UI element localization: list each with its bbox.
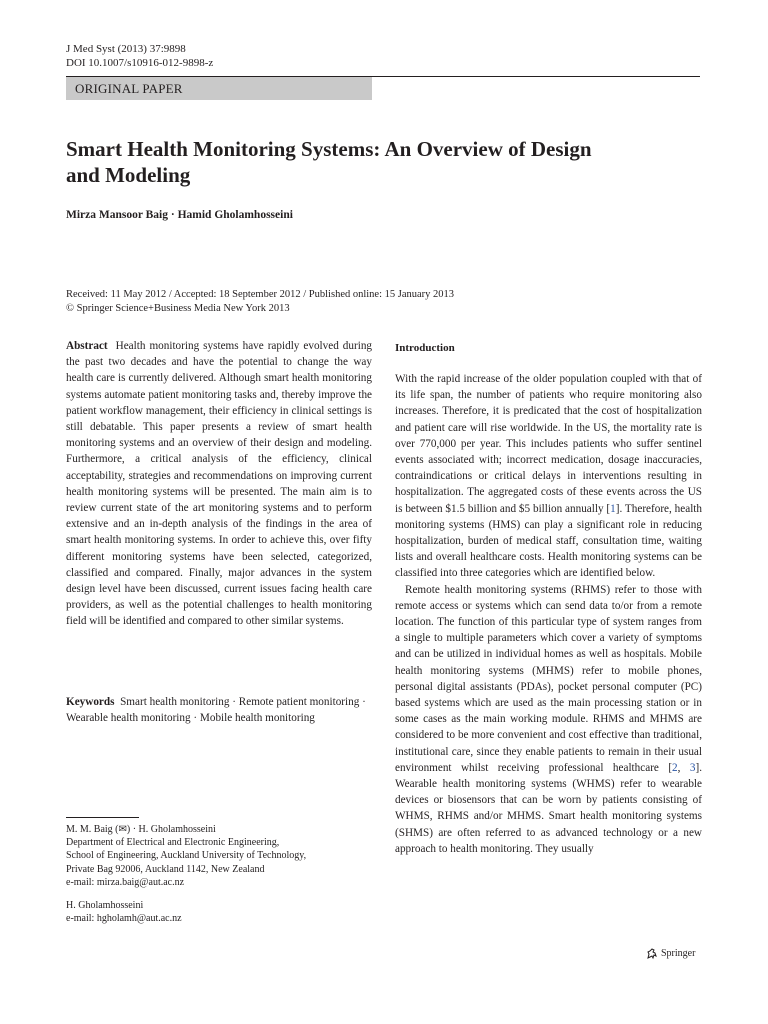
- affil-author-2: H. Gholamhosseini: [66, 900, 144, 912]
- intro-p1-text-b: ]. Therefore, health monitoring systems (HMS) can play a significant role in reducing hospitalization, burden of medical staff, consultation time, waiting lists and overall healthcare costs. Health monitoring systems can be classified into three categories which are identified below.: [395, 502, 702, 580]
- publisher-logo: [646, 947, 695, 961]
- received-line: Received: 11 May 2012 / Accepted: 18 September 2012 / Published online: 15 January 2013: [66, 289, 455, 300]
- doi-line[interactable]: DOI 10.1007/s10916-012-9898-z: [66, 57, 214, 69]
- springer-horse-icon: [646, 948, 658, 960]
- affil-department: Department of Electrical and Electronic Engineering,: [66, 837, 280, 849]
- abstract: [66, 338, 372, 630]
- citation-separator: ,: [677, 761, 690, 774]
- journal-line: J Med Syst (2013) 37:9898: [66, 43, 186, 55]
- affiliation-rule: [66, 817, 139, 818]
- affil-email-1[interactable]: e-mail: mirza.baig@aut.ac.nz: [66, 876, 185, 888]
- intro-p2-text-b: ]. Wearable health monitoring systems (WHMS) refer to wearable devices or biosensors that can be worn by patients consisting of WHMS, RHMS and/or MHMS. Smart health monitoring systems (SHMS) are often referred to as advanced technology or a new approach to health monitoring. They usually: [395, 761, 702, 855]
- publication-dates: [66, 288, 454, 316]
- copyright-line: © Springer Science+Business Media New York 2013: [66, 303, 290, 314]
- author-list: Mirza Mansoor Baig · Hamid Gholamhosseini: [66, 209, 293, 221]
- intro-p2-text-a: Remote health monitoring systems (RHMS) refer to those with remote access or systems which can send data to/or from a remote location. The function of this particular type of system ranges from a single to multiple parameters which cover a variety of symptoms and can be utilized in individual homes as well as hospitals. Mobile health monitoring systems (MHMS) refer to mobile phones, personal digital assistants (PDAs), pocket personal computer (PC) based systems which are used as the main processing station or in some cases as the main working module. RHMS and MHMS are considered to be more convenient and cost effective than traditional, institutional care, since they enable patients to remain in their usual environment whilst receiving professional healthcare [: [395, 583, 702, 774]
- keywords: [66, 694, 372, 726]
- citation-3[interactable]: 3: [689, 761, 696, 774]
- title-line-1: Smart Health Monitoring Systems: An Overview of Design: [66, 137, 592, 161]
- intro-p1-text-a: With the rapid increase of the older population coupled with that of its life span, the number of patients who require monitoring also increases. Therefore, it is predicated that the cost of hospitalization and patient care will rise worldwide. In the US, the mortality rate is over 770,000 per year. This includes patients who suffer sentinel events associated with; incorrect medication, dosage inaccuracies, contraindications or critical delays in interventions resulting in hospitalization. The aggregated costs of these events across the US is between $1.5 billion and $5 billion annually [: [395, 373, 702, 515]
- publisher-name: Springer: [661, 948, 696, 959]
- journal-reference: [66, 42, 213, 70]
- paper-title: [66, 136, 686, 188]
- intro-paragraph-2: [395, 582, 702, 857]
- affil-school: School of Engineering, Auckland University of Technology,: [66, 850, 307, 862]
- affil-address: Private Bag 92006, Auckland 1142, New Zealand: [66, 863, 265, 875]
- introduction-heading: Introduction: [395, 342, 455, 354]
- keywords-label: Keywords: [66, 696, 115, 708]
- keywords-text: Smart health monitoring · Remote patient monitoring · Wearable health monitoring · Mobile health monitoring: [66, 696, 366, 725]
- affil-email-2[interactable]: e-mail: hgholamh@aut.ac.nz: [66, 913, 182, 925]
- intro-paragraph-1: [395, 371, 702, 582]
- affil-authors: M. M. Baig (✉) · H. Gholamhosseini: [66, 824, 216, 835]
- introduction-body: [395, 371, 702, 857]
- citation-2[interactable]: 2: [672, 761, 678, 774]
- affiliations: [66, 823, 372, 925]
- abstract-label: Abstract: [66, 340, 108, 352]
- section-label: ORIGINAL PAPER: [66, 77, 372, 100]
- abstract-text: Health monitoring systems have rapidly evolved during the past two decades and have the potential to change the way health care is currently delivered. Although smart health monitoring systems automate patient monitoring tasks and, thereby improve the patient workflow management, their efficiency in clinical settings is still debatable. This paper presents a review of smart health monitoring systems and an overview of their design and modeling. Furthermore, a critical analysis of the efficiency, clinical acceptability, strategies and recommendations on improving current health monitoring systems will be presented. The main aim is to review current state of the art monitoring systems and to perform extensive and an in-depth analysis of the findings in the area of smart health monitoring systems. In order to achieve this, over fifty different monitoring systems have been selected, categorized, classified and compared. Finally, major advances in the system design level have been discussed, current issues facing health care providers, as well as the potential challenges to health monitoring field will be identified and compared to other similar systems.: [66, 340, 373, 628]
- citation-1[interactable]: 1: [610, 502, 616, 515]
- title-line-2: and Modeling: [66, 163, 191, 187]
